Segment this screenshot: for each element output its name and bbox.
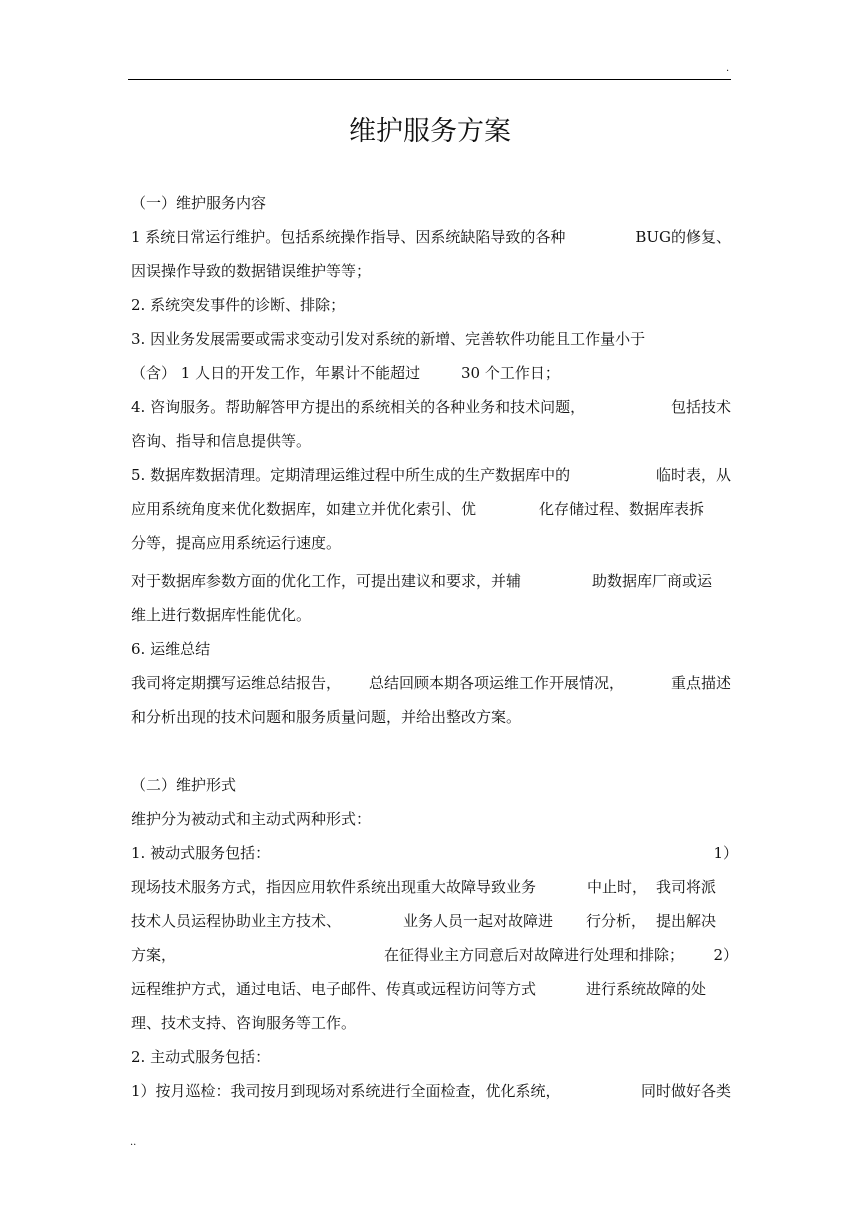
text-span: 包括技术 xyxy=(670,398,731,416)
paragraph-line xyxy=(131,356,731,390)
paragraph-line xyxy=(131,972,731,1006)
paragraph-line: 理、技术支持、咨询服务等工作。 xyxy=(131,1014,357,1032)
text-span: BUG的修复、 xyxy=(635,228,731,246)
paragraph-line: 2. 系统突发事件的诊断、排除； xyxy=(131,296,346,314)
text-span: 5. 数据库数据清理。定期清理运维过程中所生成的生产数据库中的 xyxy=(131,466,571,484)
paragraph-line xyxy=(131,870,731,904)
header-mark: . xyxy=(726,63,730,74)
paragraph-line xyxy=(131,458,731,492)
text-span: 1）按月巡检：我司按月到现场对系统进行全面检查，优化系统， xyxy=(131,1082,561,1100)
text-span: 中止时， xyxy=(587,878,648,896)
text-span: 临时表，从 xyxy=(655,466,731,484)
text-span: 1 系统日常运行维护。包括系统操作指导、因系统缺陷导致的各种 xyxy=(131,228,566,246)
text-span: 我司将派 xyxy=(656,878,717,896)
text-span: 在征得业主方同意后对故障进行处理和排除； xyxy=(384,946,685,964)
text-span: 化存储过程、数据库表拆 xyxy=(539,500,705,518)
text-span: 总结回顾本期各项运维工作开展情况， xyxy=(369,674,625,692)
paragraph-line: 因误操作导致的数据错误维护等等； xyxy=(131,262,372,280)
paragraph-line: 6. 运维总结 xyxy=(131,640,211,658)
text-span: （含） 1 人日的开发工作，年累计不能超过 xyxy=(131,364,421,382)
text-span: 技术人员运程协助业主方技术、 xyxy=(131,912,342,930)
text-span: 对于数据库参数方面的优化工作，可提出建议和要求，并辅 xyxy=(131,572,522,590)
text-span: 进行系统故障的处 xyxy=(586,980,707,998)
text-span: 2） xyxy=(713,946,738,964)
text-span: 4. 咨询服务。帮助解答甲方提出的系统相关的各种业务和技术问题， xyxy=(131,398,586,416)
text-span: 远程维护方式，通过电话、电子邮件、传真或远程访问等方式 xyxy=(131,980,537,998)
text-span: 行分析， xyxy=(586,912,647,930)
paragraph-line: 3. 因业务发展需要或需求变动引发对系统的新增、完善软件功能且工作量小于 xyxy=(131,330,646,348)
text-span: 30 个工作日； xyxy=(461,364,560,382)
paragraph-line xyxy=(131,666,731,700)
paragraph-line: 维护分为被动式和主动式两种形式： xyxy=(131,810,372,828)
text-span: 重点描述 xyxy=(670,674,731,692)
paragraph-line: 和分析出现的技术问题和服务质量问题，并给出整改方案。 xyxy=(131,708,522,726)
paragraph-line xyxy=(131,564,731,598)
text-span: 方案， xyxy=(131,946,177,964)
text-span: 助数据库厂商或运 xyxy=(592,572,713,590)
paragraph-line xyxy=(131,904,731,938)
paragraph-line xyxy=(131,1074,731,1108)
paragraph-line: 分等，提高应用系统运行速度。 xyxy=(131,534,342,552)
paragraph-line: 2. 主动式服务包括： xyxy=(131,1048,271,1066)
text-span: 应用系统角度来优化数据库，如建立并优化索引、优 xyxy=(131,500,477,518)
text-span: 我司将定期撰写运维总结报告， xyxy=(131,674,342,692)
paragraph-line: 维上进行数据库性能优化。 xyxy=(131,606,312,624)
header-rule xyxy=(128,79,731,80)
text-span: 提出解决 xyxy=(656,912,717,930)
text-span: 1） xyxy=(713,844,738,862)
paragraph-line xyxy=(131,220,731,254)
text-span: 现场技术服务方式，指因应用软件系统出现重大故障导致业务 xyxy=(131,878,537,896)
paragraph-line: 咨询、指导和信息提供等。 xyxy=(131,432,312,450)
paragraph-line xyxy=(131,390,731,424)
paragraph-line xyxy=(131,836,738,870)
text-span: 业务人员一起对故障进 xyxy=(403,912,554,930)
paragraph-line xyxy=(131,492,731,526)
footer-mark: .. xyxy=(130,1137,137,1148)
text-span: 1. 被动式服务包括： xyxy=(131,844,271,862)
section1-heading: （一）维护服务内容 xyxy=(131,194,267,212)
section2-heading: （二）维护形式 xyxy=(131,776,237,794)
text-span: 同时做好各类 xyxy=(640,1082,731,1100)
page-title: 维护服务方案 xyxy=(349,116,511,147)
paragraph-line xyxy=(131,938,738,972)
